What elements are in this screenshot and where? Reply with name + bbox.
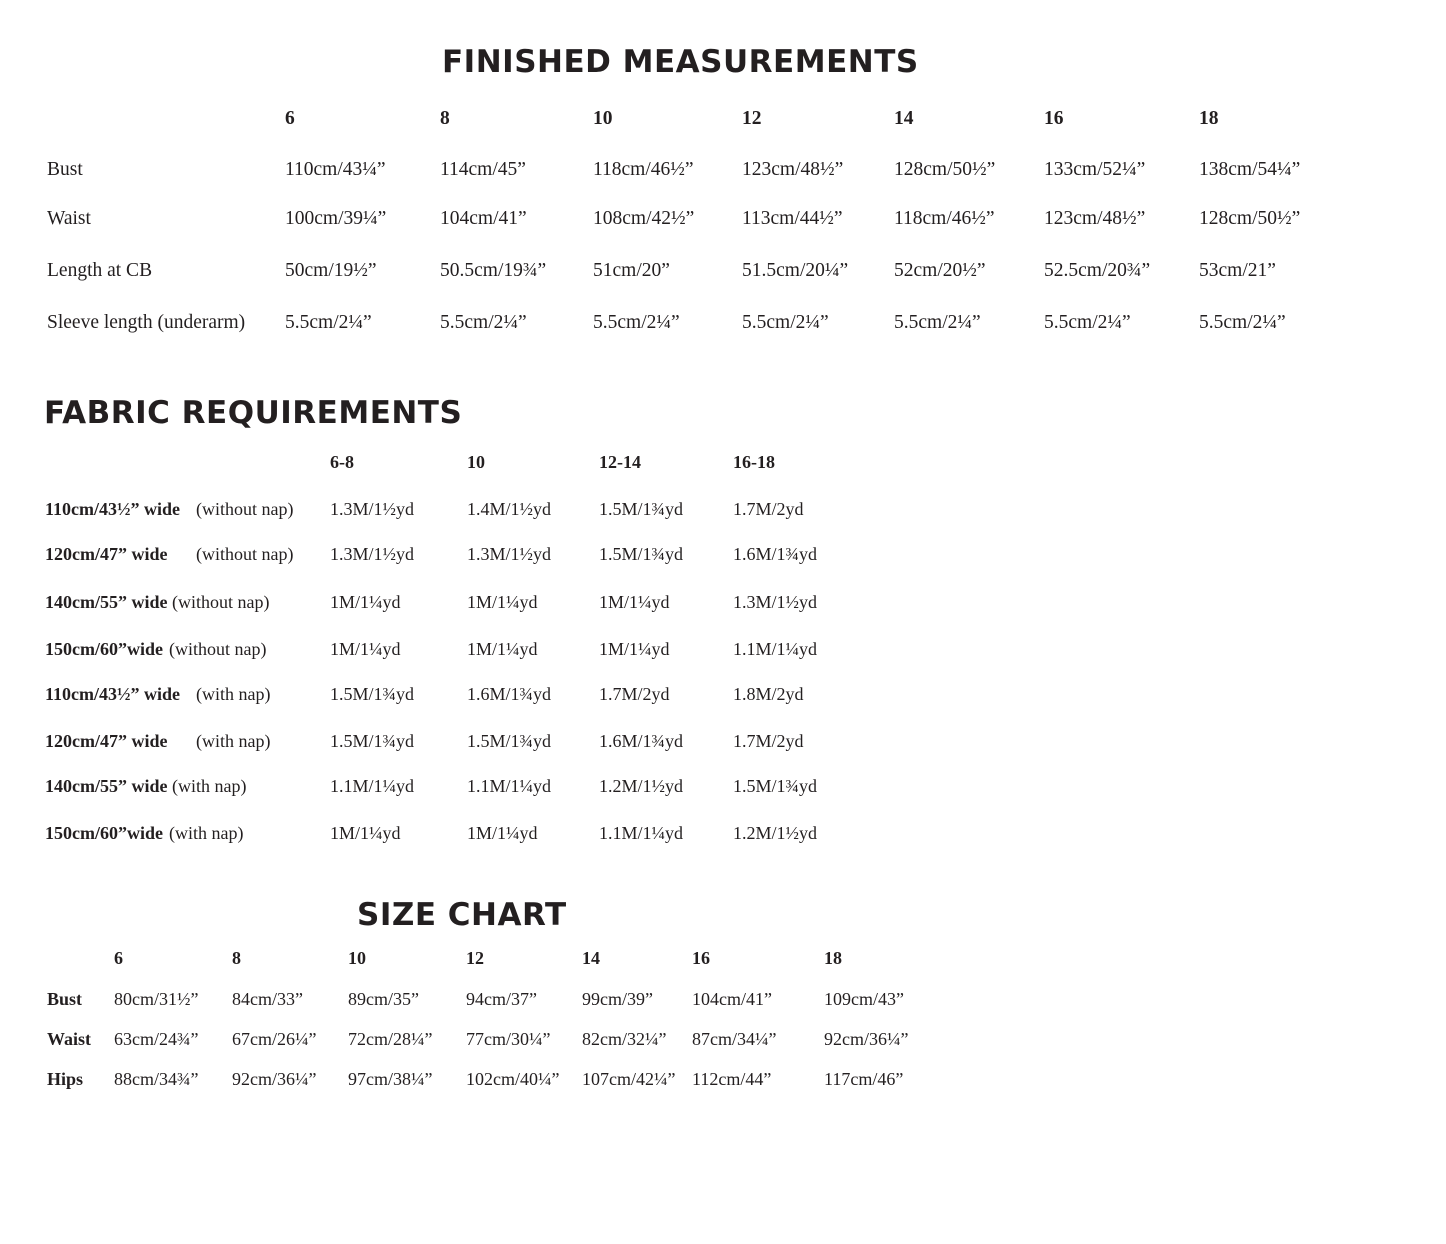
table-cell: 1M/1¼yd <box>330 592 401 612</box>
fabric-width-label: 120cm/47” wide <box>45 544 168 564</box>
table-cell: 1.3M/1½yd <box>467 544 552 564</box>
nap-label: (without nap) <box>196 544 294 564</box>
row-label-bust: Bust <box>47 989 83 1009</box>
table-cell: 53cm/21” <box>1199 260 1276 281</box>
table-cell: 128cm/50½” <box>1199 208 1301 229</box>
table-cell: 1.6M/1¾yd <box>599 731 684 751</box>
table-cell: 52.5cm/20¾” <box>1044 260 1151 281</box>
table-cell: 50.5cm/19¾” <box>440 260 547 281</box>
size-header: 6-8 <box>330 452 354 472</box>
table-cell: 84cm/33” <box>232 989 303 1009</box>
row-label-waist: Waist <box>47 208 91 229</box>
table-cell: 1.4M/1½yd <box>467 499 552 519</box>
table-cell: 51cm/20” <box>593 260 670 281</box>
size-header: 10 <box>348 948 366 968</box>
table-cell: 109cm/43” <box>824 989 904 1009</box>
table-cell: 117cm/46” <box>824 1069 904 1089</box>
table-cell: 1M/1¼yd <box>467 823 538 843</box>
row-label-waist: Waist <box>47 1029 92 1049</box>
table-cell: 5.5cm/2¼” <box>593 312 680 333</box>
table-cell: 89cm/35” <box>348 989 419 1009</box>
table-cell: 1.3M/1½yd <box>733 592 818 612</box>
fabric-width-label: 150cm/60”wide <box>45 823 163 843</box>
fabric-requirements-title: FABRIC REQUIREMENTS <box>44 395 463 431</box>
size-header: 16-18 <box>733 452 775 472</box>
table-cell: 1M/1¼yd <box>599 592 670 612</box>
table-cell: 1.7M/2yd <box>733 499 804 519</box>
table-cell: 123cm/48½” <box>1044 208 1146 229</box>
table-cell: 1.6M/1¾yd <box>733 544 818 564</box>
table-cell: 1.5M/1¾yd <box>330 684 415 704</box>
fabric-width-label: 140cm/55” wide <box>45 592 168 612</box>
size-header: 8 <box>440 108 450 129</box>
table-cell: 1.5M/1¾yd <box>599 544 684 564</box>
table-cell: 52cm/20½” <box>894 260 986 281</box>
table-cell: 1.1M/1¼yd <box>467 776 552 796</box>
table-cell: 88cm/34¾” <box>114 1069 199 1089</box>
table-cell: 97cm/38¼” <box>348 1069 433 1089</box>
table-cell: 1.2M/1½yd <box>599 776 684 796</box>
table-cell: 1.5M/1¾yd <box>467 731 552 751</box>
size-header: 18 <box>824 948 842 968</box>
size-header: 8 <box>232 948 241 968</box>
table-cell: 1.5M/1¾yd <box>330 731 415 751</box>
size-header: 10 <box>467 452 485 472</box>
table-cell: 1.1M/1¼yd <box>330 776 415 796</box>
table-cell: 118cm/46½” <box>894 208 995 229</box>
table-cell: 1.5M/1¾yd <box>599 499 684 519</box>
table-cell: 112cm/44” <box>692 1069 772 1089</box>
table-cell: 1M/1¼yd <box>330 639 401 659</box>
table-cell: 1M/1¼yd <box>467 592 538 612</box>
table-cell: 108cm/42½” <box>593 208 695 229</box>
table-cell: 99cm/39” <box>582 989 653 1009</box>
row-label-length-at-cb: Length at CB <box>47 260 153 281</box>
nap-label: (without nap) <box>172 592 270 612</box>
table-cell: 104cm/41” <box>440 208 527 229</box>
table-cell: 5.5cm/2¼” <box>894 312 981 333</box>
table-cell: 1M/1¼yd <box>599 639 670 659</box>
table-cell: 110cm/43¼” <box>285 159 386 180</box>
table-cell: 104cm/41” <box>692 989 772 1009</box>
table-cell: 1.7M/2yd <box>733 731 804 751</box>
size-header: 12-14 <box>599 452 641 472</box>
row-label-hips: Hips <box>47 1069 84 1089</box>
table-cell: 1.5M/1¾yd <box>733 776 818 796</box>
table-cell: 1.8M/2yd <box>733 684 804 704</box>
table-cell: 5.5cm/2¼” <box>1044 312 1131 333</box>
size-header: 14 <box>894 108 914 129</box>
size-header: 6 <box>285 108 295 129</box>
table-cell: 82cm/32¼” <box>582 1029 667 1049</box>
fabric-width-label: 140cm/55” wide <box>45 776 168 796</box>
table-cell: 1.3M/1½yd <box>330 544 415 564</box>
table-cell: 100cm/39¼” <box>285 208 387 229</box>
fabric-width-label: 110cm/43½” wide <box>45 499 180 519</box>
table-cell: 50cm/19½” <box>285 260 377 281</box>
table-cell: 118cm/46½” <box>593 159 694 180</box>
size-header: 10 <box>593 108 613 129</box>
size-header: 6 <box>114 948 123 968</box>
table-cell: 1.2M/1½yd <box>733 823 818 843</box>
row-label-sleeve-length: Sleeve length (underarm) <box>47 312 246 333</box>
table-cell: 102cm/40¼” <box>466 1069 560 1089</box>
table-cell: 128cm/50½” <box>894 159 996 180</box>
fabric-width-label: 120cm/47” wide <box>45 731 168 751</box>
size-header: 16 <box>692 948 710 968</box>
finished-measurements-title: FINISHED MEASUREMENTS <box>442 44 919 80</box>
nap-label: (without nap) <box>196 499 294 519</box>
size-header: 16 <box>1044 108 1064 129</box>
table-cell: 92cm/36¼” <box>824 1029 909 1049</box>
table-cell: 1.1M/1¼yd <box>733 639 818 659</box>
table-cell: 87cm/34¼” <box>692 1029 777 1049</box>
table-cell: 1.6M/1¾yd <box>467 684 552 704</box>
table-cell: 77cm/30¼” <box>466 1029 551 1049</box>
table-cell: 72cm/28¼” <box>348 1029 433 1049</box>
table-cell: 1.1M/1¼yd <box>599 823 684 843</box>
nap-label: (without nap) <box>169 639 267 659</box>
table-cell: 5.5cm/2¼” <box>440 312 527 333</box>
table-cell: 1.3M/1½yd <box>330 499 415 519</box>
table-cell: 107cm/42¼” <box>582 1069 676 1089</box>
table-cell: 5.5cm/2¼” <box>742 312 829 333</box>
table-cell: 51.5cm/20¼” <box>742 260 849 281</box>
table-cell: 5.5cm/2¼” <box>285 312 372 333</box>
table-cell: 114cm/45” <box>440 159 526 180</box>
table-cell: 80cm/31½” <box>114 989 199 1009</box>
table-cell: 138cm/54¼” <box>1199 159 1301 180</box>
nap-label: (with nap) <box>172 776 247 796</box>
row-label-bust: Bust <box>47 159 83 180</box>
table-cell: 92cm/36¼” <box>232 1069 317 1089</box>
fabric-width-label: 110cm/43½” wide <box>45 684 180 704</box>
table-cell: 123cm/48½” <box>742 159 844 180</box>
nap-label: (with nap) <box>196 684 271 704</box>
table-cell: 1M/1¼yd <box>330 823 401 843</box>
table-cell: 67cm/26¼” <box>232 1029 317 1049</box>
table-cell: 133cm/52¼” <box>1044 159 1146 180</box>
table-cell: 5.5cm/2¼” <box>1199 312 1286 333</box>
size-header: 12 <box>466 948 484 968</box>
table-cell: 1.7M/2yd <box>599 684 670 704</box>
nap-label: (with nap) <box>196 731 271 751</box>
table-cell: 1M/1¼yd <box>467 639 538 659</box>
nap-label: (with nap) <box>169 823 244 843</box>
table-cell: 63cm/24¾” <box>114 1029 199 1049</box>
size-header: 18 <box>1199 108 1219 129</box>
size-header: 12 <box>742 108 762 129</box>
size-header: 14 <box>582 948 600 968</box>
size-chart-title: SIZE CHART <box>357 897 567 933</box>
table-cell: 94cm/37” <box>466 989 537 1009</box>
table-cell: 113cm/44½” <box>742 208 843 229</box>
fabric-width-label: 150cm/60”wide <box>45 639 163 659</box>
